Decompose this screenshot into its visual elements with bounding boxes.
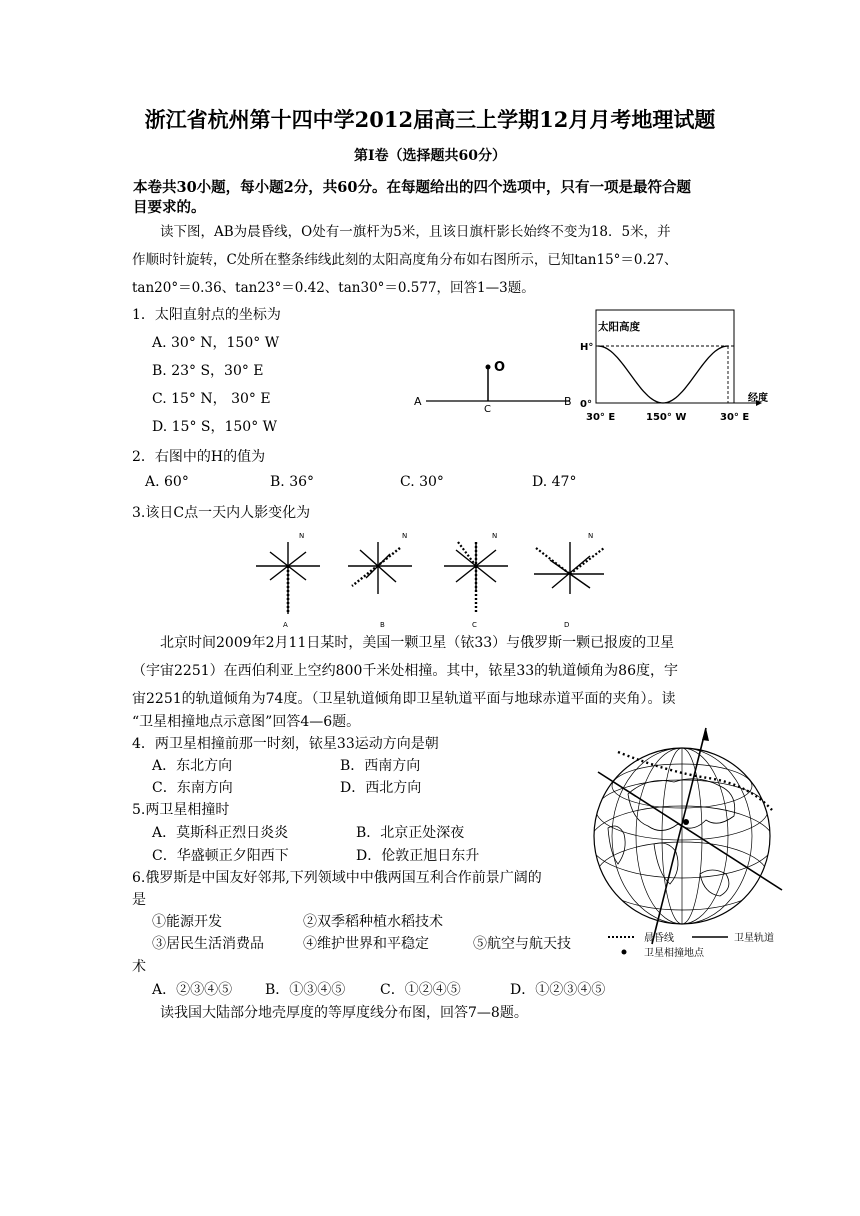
shadow-diagram-b — [348, 532, 412, 628]
intro1-line2: 作顺时针旋转，C处所在整条纬线此刻的太阳高度角分布如右图所示，已知tan15°＝0.27、 — [132, 252, 678, 268]
chart-xlabel: 经度 — [748, 393, 768, 404]
q6-item-5: ⑤航空与航天技 — [473, 936, 571, 952]
chart-ylabel: 太阳高度 — [598, 321, 640, 333]
q2-option-d[interactable]: D. 47° — [532, 474, 577, 490]
q6-item-5-cont: 术 — [132, 959, 146, 975]
shadow-diagrams — [252, 528, 612, 628]
q5-option-b[interactable]: B．北京正处深夜 — [356, 825, 465, 841]
q2-stem: 2．右图中的H的值为 — [132, 449, 266, 465]
north-label-a: N — [299, 532, 305, 540]
north-label-c: N — [492, 532, 498, 540]
q5-stem: 5.两卫星相撞时 — [132, 802, 230, 818]
shadow-label-b: B — [380, 621, 385, 628]
part-heading: 第Ⅰ卷（选择题共60分） — [353, 148, 507, 164]
q1-option-c[interactable]: C. 15° N， 30° E — [152, 391, 271, 407]
label-o: O — [494, 360, 506, 375]
intro2-line4: “卫星相撞地点示意图”回答4—6题。 — [132, 714, 361, 730]
north-label-d: N — [588, 532, 594, 540]
shadow-label-d: D — [564, 621, 570, 628]
intro1-line1: 读下图，AB为晨昏线，O处有一旗杆为5米，且该日旗杆影长始终不变为18．5米，并 — [160, 224, 671, 240]
q4-option-d[interactable]: D．西北方向 — [340, 780, 422, 796]
collision-point — [683, 819, 689, 825]
q2-option-b[interactable]: B. 36° — [270, 474, 315, 490]
shadow-label-a: A — [283, 621, 288, 628]
series-line — [598, 346, 728, 403]
q1-option-b[interactable]: B. 23° S，30° E — [152, 363, 264, 379]
q1-stem: 1．太阳直射点的坐标为 — [132, 307, 281, 323]
q6-item-3: ③居民生活消费品 — [152, 936, 264, 952]
x-tick-30e-right: 30° E — [720, 412, 750, 423]
legend-orbit: 卫星轨道 — [734, 933, 774, 944]
q5-option-d[interactable]: D．伦敦正旭日东升 — [356, 848, 480, 864]
q2-option-a[interactable]: A. 60° — [145, 474, 189, 490]
intro1-line3: tan20°＝0.36、tan23°＝0.42、tan30°＝0.577，回答1—3题。 — [132, 280, 535, 296]
q6-item-1: ①能源开发 — [152, 914, 222, 930]
terminator-figure — [412, 355, 582, 415]
instructions-line2: 目要求的。 — [133, 199, 206, 216]
page-title: 浙江省杭州第十四中学2012届高三上学期12月月考地理试题 — [144, 107, 716, 132]
shadow-diagram-d — [534, 532, 604, 628]
q6-item-2: ②双季稻种植水稻技术 — [303, 914, 443, 930]
shadow-diagram-c — [444, 532, 508, 628]
label-a: A — [414, 395, 422, 408]
q6-stem-line1: 6.俄罗斯是中国友好邻邦,下列领域中中俄两国互利合作前景广阔的 — [132, 870, 542, 886]
shadow-diagram-a — [256, 532, 320, 628]
shadow-label-c: C — [472, 621, 477, 628]
north-label-b: N — [402, 532, 408, 540]
q5-option-a[interactable]: A．莫斯科正烈日炎炎 — [152, 825, 289, 841]
label-c: C — [484, 404, 491, 415]
legend-terminator: 晨昏线 — [644, 933, 674, 944]
y-tick-h: H° — [580, 342, 594, 353]
q2-option-c[interactable]: C. 30° — [400, 474, 444, 490]
q6-option-a[interactable]: A．②③④⑤ — [152, 982, 233, 998]
intro2-line3: 宙2251的轨道倾角为74度。（卫星轨道倾角即卫星轨道平面与地球赤道平面的夹角）。读 — [132, 691, 676, 707]
q4-option-b[interactable]: B．西南方向 — [340, 758, 421, 774]
intro3-line1: 读我国大陆部分地壳厚度的等厚度线分布图，回答7—8题。 — [160, 1005, 528, 1021]
y-tick-0: 0° — [580, 399, 592, 410]
q5-option-c[interactable]: C．华盛顿正夕阳西下 — [152, 848, 289, 864]
q6-option-c[interactable]: C．①②④⑤ — [380, 982, 461, 998]
q1-option-a[interactable]: A. 30° N，150° W — [152, 335, 280, 351]
q4-stem: 4．两卫星相撞前那一时刻，铱星33运动方向是朝 — [132, 736, 439, 752]
x-tick-30e-left: 30° E — [586, 412, 616, 423]
legend-point-swatch — [622, 950, 627, 955]
orbit-arrow — [702, 728, 709, 741]
q4-option-a[interactable]: A．东北方向 — [152, 758, 233, 774]
x-tick-150w: 150° W — [646, 412, 687, 423]
q1-option-d[interactable]: D. 15° S，150° W — [152, 419, 278, 435]
intro2-line2: （宇宙2251）在西伯利亚上空约800千米处相撞。其中，铱星33的轨道倾角为86度，宇 — [132, 663, 678, 679]
label-b: B — [564, 395, 572, 408]
q6-option-b[interactable]: B．①③④⑤ — [265, 982, 346, 998]
solar-altitude-chart — [580, 308, 780, 426]
q3-stem: 3.该日C点一天内人影变化为 — [132, 505, 311, 521]
flagpole-top — [486, 365, 491, 370]
q6-stem-line2: 是 — [132, 892, 146, 908]
satellite-collision-globe — [588, 724, 788, 964]
legend-point: 卫星相撞地点 — [644, 948, 704, 959]
intro2-line1: 北京时间2009年2月11日某时，美国一颗卫星（铱33）与俄罗斯一颗已报废的卫星 — [160, 635, 675, 651]
q4-option-c[interactable]: C．东南方向 — [152, 780, 233, 796]
q6-option-d[interactable]: D．①②③④⑤ — [510, 982, 606, 998]
instructions-line1: 本卷共30小题，每小题2分，共60分。在每题给出的四个选项中，只有一项是最符合题 — [133, 179, 691, 196]
q6-item-4: ④维护世界和平稳定 — [303, 936, 429, 952]
